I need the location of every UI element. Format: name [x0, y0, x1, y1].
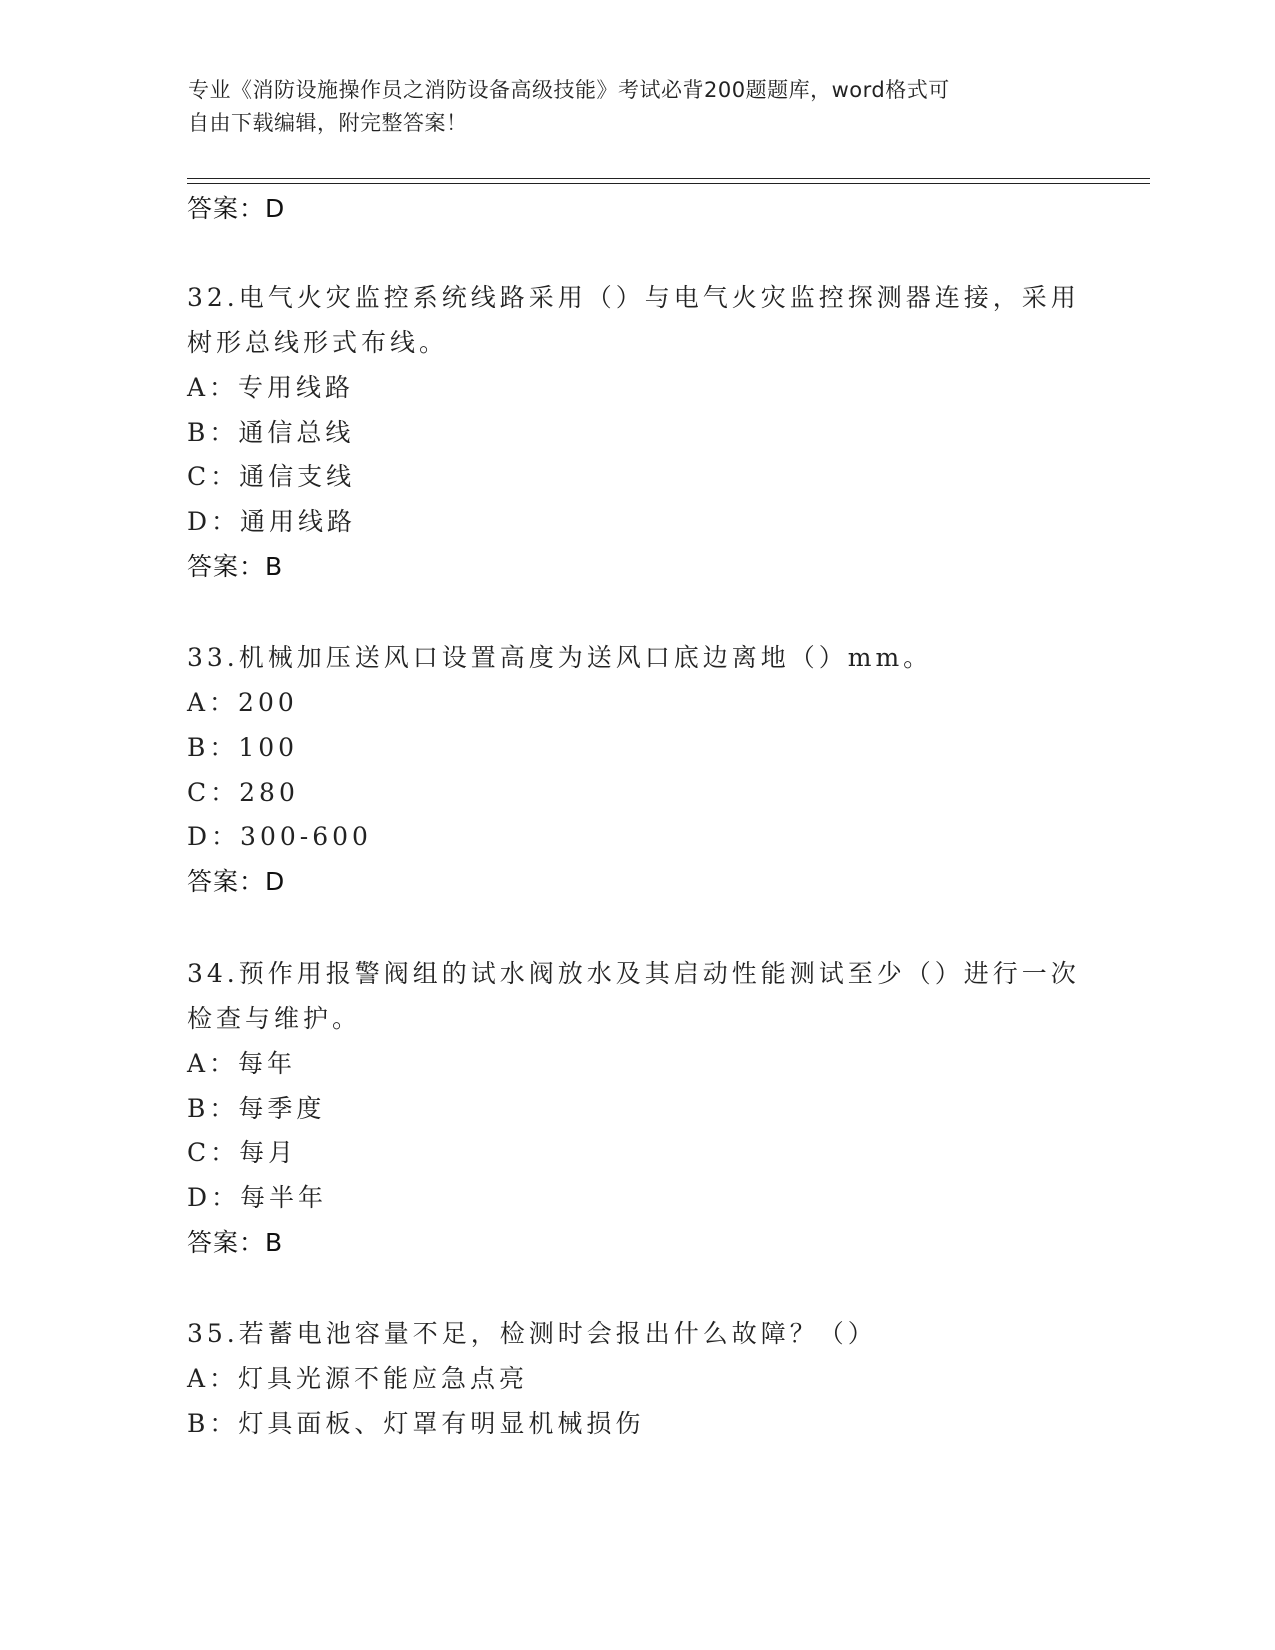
option-b: B：100 [187, 733, 299, 762]
option-b: B：通信总线 [187, 418, 355, 447]
answer-label: 答案：B [187, 1228, 284, 1257]
option-a: A：专用线路 [187, 373, 355, 402]
option-c: C：280 [187, 778, 299, 807]
option-c: C：通信支线 [187, 462, 356, 491]
question-stem: 33.机械加压送风口设置高度为送风口底边离地（）mm。 [187, 643, 933, 672]
option-a: A：每年 [187, 1049, 297, 1078]
header-divider-top [187, 178, 1150, 179]
question-stem: 35.若蓄电池容量不足，检测时会报出什么故障？（） [187, 1319, 877, 1348]
answer-label: 答案：B [187, 552, 284, 581]
option-a: A：灯具光源不能应急点亮 [187, 1364, 529, 1393]
answer-label: 答案：D [187, 194, 286, 223]
answer-label: 答案：D [187, 867, 286, 896]
header-line-2: 自由下载编辑，附完整答案！ [188, 111, 468, 135]
document-header [188, 74, 1088, 140]
header-divider-bottom [187, 183, 1150, 184]
option-b: B：每季度 [187, 1094, 326, 1123]
option-d: D：每半年 [187, 1183, 328, 1212]
option-b: B：灯具面板、灯罩有明显机械损伤 [187, 1409, 645, 1438]
question-stem-continued: 检查与维护。 [187, 1004, 362, 1033]
option-d: D：300-600 [187, 822, 372, 851]
option-d: D：通用线路 [187, 507, 357, 536]
header-line-1: 专业《消防设施操作员之消防设备高级技能》考试必背200题题库，word格式可 [188, 78, 950, 102]
question-stem-continued: 树形总线形式布线。 [187, 328, 449, 357]
option-a: A：200 [187, 688, 298, 717]
question-stem: 34.预作用报警阀组的试水阀放水及其启动性能测试至少（）进行一次 [187, 959, 1080, 988]
question-stem: 32.电气火灾监控系统线路采用（）与电气火灾监控探测器连接，采用 [187, 283, 1080, 312]
option-c: C：每月 [187, 1138, 298, 1167]
